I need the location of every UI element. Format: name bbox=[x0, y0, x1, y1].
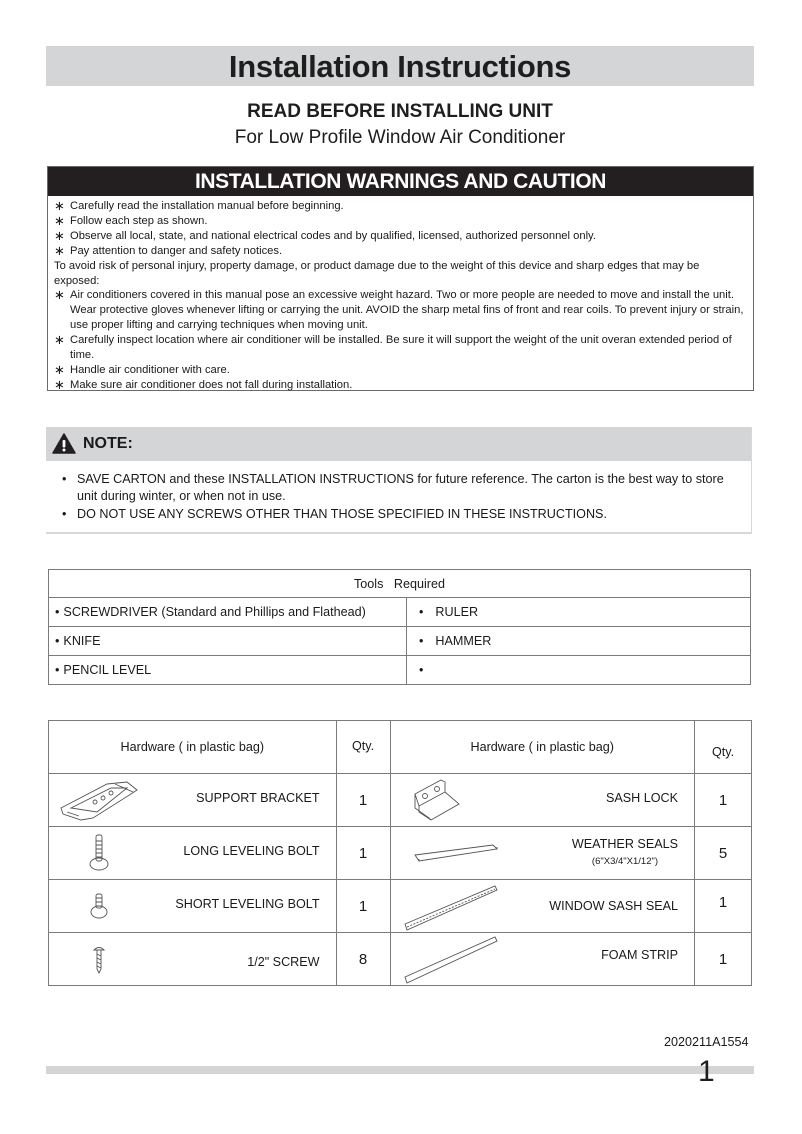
warning-triangle-icon bbox=[52, 433, 76, 454]
hardware-item bbox=[391, 933, 695, 985]
window-sash-seal-icon bbox=[401, 882, 501, 932]
warning-item: ∗ Air conditioners covered in this manual pose an excessive weight hazard. Two or more people are needed to move and install the unit. Wear protective gloves whenever lifting or carrying the unit. AVOID the sharp metal fins of front and rear coils. To prevent injury or strain, use proper lifting and carrying techniques when moving unit. bbox=[54, 287, 744, 332]
warning-item: ∗ Handle air conditioner with care. bbox=[54, 361, 230, 377]
tools-table bbox=[48, 569, 751, 685]
asterisk-bullet-icon: ∗ bbox=[54, 376, 65, 392]
footer-divider bbox=[46, 1066, 754, 1074]
hardware-item bbox=[391, 827, 695, 879]
hardware-item bbox=[49, 933, 336, 985]
note-list bbox=[46, 461, 751, 523]
item-qty: 1 bbox=[336, 827, 390, 880]
bullet-icon: • bbox=[55, 605, 60, 619]
hardware-item bbox=[391, 774, 695, 826]
warning-item: ∗ Observe all local, state, and national electrical codes and by qualified, licensed, authorized personnel only. bbox=[54, 227, 596, 243]
document-code: 2020211A1554 bbox=[664, 1035, 749, 1049]
bullet-icon: • bbox=[419, 663, 424, 677]
product-line: For Low Profile Window Air Conditioner bbox=[234, 127, 566, 148]
bullet-icon: • bbox=[62, 507, 67, 521]
table-row bbox=[49, 656, 751, 685]
item-name: 1/2" SCREW bbox=[247, 955, 320, 969]
tool-cell: • SCREWDRIVER (Standard and Phillips and Flathead) bbox=[49, 598, 407, 627]
item-name: FOAM STRIP bbox=[601, 948, 679, 962]
page-number: 1 bbox=[698, 1055, 715, 1088]
warning-item: ∗ Carefully read the installation manual before beginning. bbox=[54, 198, 344, 213]
warning-item: ∗ Carefully inspect location where air conditioner will be installed. Be sure it will support the weight of the unit overan extended period of time. bbox=[54, 332, 732, 362]
screw-icon bbox=[91, 945, 107, 975]
hardware-item bbox=[391, 880, 695, 932]
warning-item: ∗ Follow each step as shown. bbox=[54, 212, 208, 228]
item-qty: 1 bbox=[695, 774, 752, 827]
support-bracket-icon bbox=[57, 778, 139, 822]
tool-cell: • KNIFE bbox=[49, 627, 407, 656]
item-qty: 1 bbox=[336, 880, 390, 933]
item-qty: 8 bbox=[336, 933, 390, 986]
item-name: SASH LOCK bbox=[605, 791, 679, 805]
bullet-icon: • bbox=[62, 472, 67, 486]
foam-strip-icon bbox=[401, 935, 501, 985]
item-dimensions: (6"X3/4"X1/12") bbox=[591, 856, 659, 867]
tool-cell bbox=[407, 656, 751, 685]
asterisk-bullet-icon: ∗ bbox=[54, 212, 65, 228]
item-qty: 5 bbox=[695, 827, 752, 880]
asterisk-bullet-icon: ∗ bbox=[54, 361, 65, 377]
asterisk-bullet-icon: ∗ bbox=[54, 242, 65, 258]
item-name: SHORT LEVELING BOLT bbox=[175, 897, 320, 911]
short-leveling-bolt-icon bbox=[87, 892, 111, 922]
weather-seal-icon bbox=[411, 839, 501, 865]
warning-item: ∗ Pay attention to danger and safety notices. bbox=[54, 242, 283, 258]
item-qty: 1 bbox=[336, 774, 390, 827]
hardware-item bbox=[49, 774, 336, 826]
page-title: Installation Instructions bbox=[46, 46, 754, 86]
bullet-icon: • bbox=[55, 634, 60, 648]
note-section bbox=[46, 427, 752, 534]
tool-cell: • HAMMER bbox=[407, 627, 751, 656]
hardware-item bbox=[49, 880, 336, 932]
subtitle: READ BEFORE INSTALLING UNIT bbox=[247, 101, 553, 122]
long-leveling-bolt-icon bbox=[87, 833, 111, 873]
tool-cell: • RULER bbox=[407, 598, 751, 627]
bullet-icon: • bbox=[55, 663, 60, 677]
table-row bbox=[49, 774, 752, 827]
note-item: • SAVE CARTON and these INSTALLATION INSTRUCTIONS for future reference. The carton is the best way to store unit during winter, or when not in use. bbox=[62, 472, 724, 503]
hardware-table bbox=[48, 720, 752, 986]
item-qty: 1 bbox=[695, 880, 752, 933]
note-header bbox=[46, 427, 751, 461]
qty-header: Qty. bbox=[336, 721, 390, 774]
item-qty: 1 bbox=[695, 933, 752, 986]
table-row bbox=[49, 598, 751, 627]
bullet-icon: • bbox=[419, 634, 424, 648]
asterisk-bullet-icon: ∗ bbox=[54, 227, 65, 243]
item-name: WEATHER SEALS bbox=[571, 837, 679, 851]
table-row bbox=[49, 880, 752, 933]
sash-lock-icon bbox=[411, 778, 463, 822]
item-name: WINDOW SASH SEAL bbox=[549, 899, 679, 913]
qty-header: Qty. bbox=[695, 721, 752, 774]
note-item: • DO NOT USE ANY SCREWS OTHER THAN THOSE SPECIFIED IN THESE INSTRUCTIONS. bbox=[62, 507, 607, 521]
note-heading: NOTE: bbox=[83, 435, 133, 452]
hardware-item bbox=[49, 827, 336, 879]
hardware-header: Hardware ( in plastic bag) bbox=[49, 721, 337, 774]
table-row bbox=[49, 627, 751, 656]
asterisk-bullet-icon: ∗ bbox=[54, 198, 65, 213]
warning-intro: To avoid risk of personal injury, property damage, or product damage due to the weight of this device and sharp edges that may be exposed: bbox=[54, 259, 700, 287]
bullet-icon: • bbox=[419, 605, 424, 619]
item-name: LONG LEVELING BOLT bbox=[183, 844, 320, 858]
table-row bbox=[49, 827, 752, 880]
warnings-list bbox=[48, 196, 753, 393]
hardware-header: Hardware ( in plastic bag) bbox=[390, 721, 695, 774]
table-row bbox=[49, 933, 752, 986]
warnings-heading: INSTALLATION WARNINGS AND CAUTION bbox=[48, 167, 753, 196]
warning-item: ∗ Make sure air conditioner does not fall during installation. bbox=[54, 376, 353, 392]
asterisk-bullet-icon: ∗ bbox=[54, 332, 65, 348]
warnings-section bbox=[47, 166, 754, 391]
tools-heading: Tools Required bbox=[49, 570, 751, 598]
asterisk-bullet-icon: ∗ bbox=[54, 287, 65, 303]
tool-cell: • PENCIL LEVEL bbox=[49, 656, 407, 685]
item-name: SUPPORT BRACKET bbox=[196, 791, 320, 805]
